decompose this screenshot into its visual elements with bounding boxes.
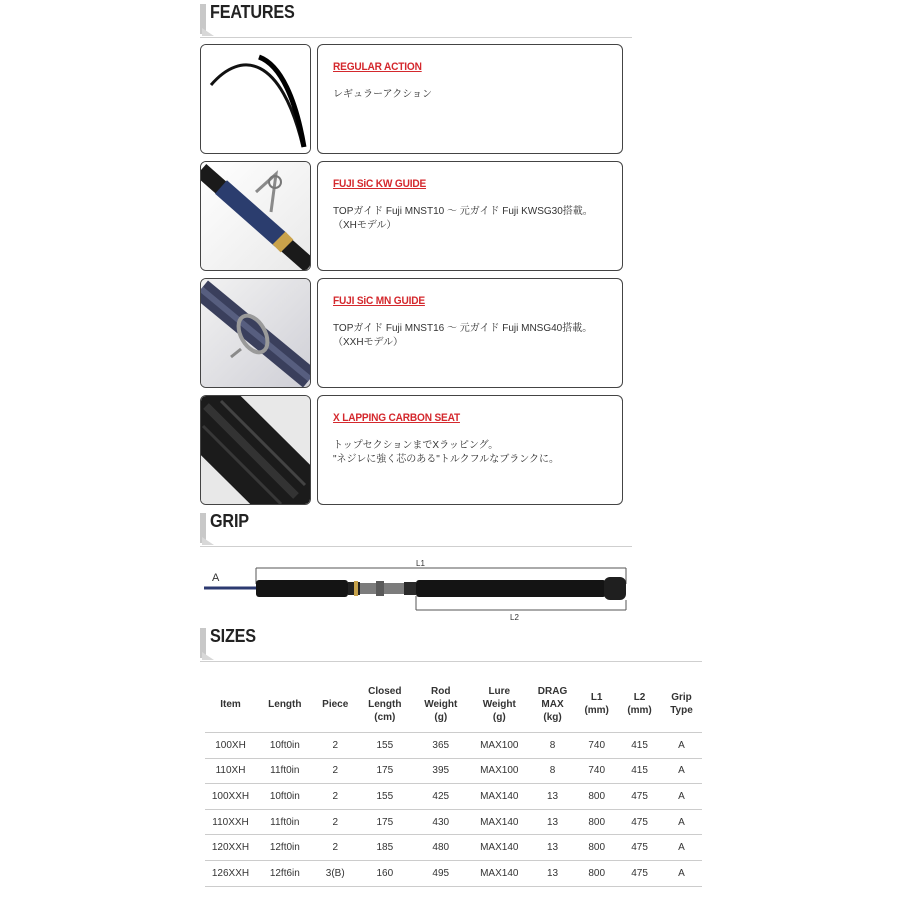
table-cell: 475: [618, 784, 661, 810]
feature-line: TOPガイド Fuji MNST10 ～ 元ガイド Fuji KWSG30搭載。: [333, 206, 593, 217]
table-cell: 475: [618, 835, 661, 861]
header-text: Piece: [322, 698, 349, 710]
header-text: Lure: [488, 685, 511, 697]
header-text: Closed: [368, 685, 402, 697]
table-cell: A: [661, 860, 702, 886]
table-cell: MAX140: [469, 809, 530, 835]
sizes-table: [205, 676, 702, 887]
table-cell: 13: [530, 860, 575, 886]
seat-end: [404, 582, 416, 595]
carbon-wrap-image: [200, 395, 311, 505]
feature-card-carbon-seat: [317, 395, 623, 505]
table-cell: 740: [575, 758, 618, 784]
table-cell: 175: [357, 758, 413, 784]
table-cell: MAX100: [469, 758, 530, 784]
header-piece: [314, 676, 357, 733]
table-cell: A: [661, 809, 702, 835]
seat-ring: [354, 581, 358, 596]
table-cell: 110XXH: [205, 809, 256, 835]
butt-cap: [604, 577, 626, 600]
header-text: (kg): [543, 711, 562, 723]
table-cell: 2: [314, 733, 357, 759]
header-text: (mm): [627, 705, 652, 716]
header-l1: [575, 676, 618, 733]
rear-grip: [416, 580, 606, 597]
feature-description: [333, 322, 615, 350]
table-cell: MAX140: [469, 860, 530, 886]
table-cell: 475: [618, 809, 661, 835]
grip-heading: [200, 511, 632, 547]
kw-guide-image: [200, 161, 311, 271]
table-cell: 11ft0in: [256, 809, 314, 835]
header-text: (mm): [584, 705, 609, 716]
table-cell: 160: [357, 860, 413, 886]
fore-grip: [256, 580, 348, 597]
table-cell: 2: [314, 835, 357, 861]
sizes-title: SIZES: [210, 626, 256, 646]
header-text: DRAG: [537, 685, 568, 697]
feature-line: TOPガイド Fuji MNST16 ～ 元ガイド Fuji MNSG40搭載。: [333, 323, 593, 334]
table-cell: 415: [618, 758, 661, 784]
heading-arrow-icon: [202, 537, 214, 545]
header-text: L1: [590, 692, 603, 703]
mn-guide-image: [200, 278, 311, 388]
feature-title: X LAPPING CARBON SEAT: [333, 412, 460, 424]
header-l2: [618, 676, 661, 733]
table-header-row: [205, 676, 702, 733]
table-row: [205, 784, 702, 810]
feature-card-mn-guide: [317, 278, 623, 388]
table-cell: 475: [618, 860, 661, 886]
table-cell: 110XH: [205, 758, 256, 784]
feature-line: レギュラーアクション: [333, 89, 432, 100]
table-cell: 185: [357, 835, 413, 861]
l1-label: L1: [416, 559, 425, 568]
table-cell: 800: [575, 809, 618, 835]
table-cell: 740: [575, 733, 618, 759]
header-text: L2: [633, 692, 646, 703]
table-cell: MAX140: [469, 784, 530, 810]
header-drag-max: [530, 676, 575, 733]
table-cell: MAX140: [469, 835, 530, 861]
table-cell: 495: [413, 860, 469, 886]
table-row: [205, 809, 702, 835]
table-cell: 13: [530, 784, 575, 810]
reel-seat-nut: [376, 581, 384, 596]
heading-rule: [200, 37, 632, 38]
header-grip-type: [661, 676, 702, 733]
feature-title: FUJI SiC KW GUIDE: [333, 178, 427, 190]
header-text: Grip: [671, 692, 692, 703]
table-cell: 415: [618, 733, 661, 759]
table-cell: 2: [314, 809, 357, 835]
sizes-heading: [200, 626, 702, 662]
grip-title: GRIP: [210, 511, 249, 531]
l2-label: L2: [510, 613, 519, 622]
grip-type-label: A: [212, 572, 220, 584]
table-cell: 11ft0in: [256, 758, 314, 784]
table-cell: 155: [357, 784, 413, 810]
header-text: Item: [220, 698, 241, 710]
header-text: (cm): [374, 711, 396, 723]
table-cell: 126XXH: [205, 860, 256, 886]
table-cell: 8: [530, 733, 575, 759]
table-cell: 12ft0in: [256, 835, 314, 861]
header-item: [205, 676, 256, 733]
header-text: (g): [434, 711, 448, 723]
table-row: [205, 758, 702, 784]
header-text: MAX: [541, 698, 564, 710]
table-cell: 8: [530, 758, 575, 784]
header-text: Weight: [482, 698, 516, 710]
header-closed-length: [357, 676, 413, 733]
header-text: (g): [492, 711, 506, 723]
table-cell: 3(B): [314, 860, 357, 886]
table-cell: 800: [575, 784, 618, 810]
heading-arrow-icon: [202, 652, 214, 660]
table-cell: 480: [413, 835, 469, 861]
table-cell: 155: [357, 733, 413, 759]
header-text: Length: [268, 698, 302, 710]
feature-line: （XXHモデル）: [333, 337, 404, 348]
heading-rule: [200, 661, 702, 662]
feature-title: FUJI SiC MN GUIDE: [333, 295, 425, 307]
header-length: [256, 676, 314, 733]
table-cell: A: [661, 784, 702, 810]
table-cell: 425: [413, 784, 469, 810]
table-cell: A: [661, 758, 702, 784]
header-text: Weight: [424, 698, 458, 710]
table-row: [205, 860, 702, 886]
feature-description: [333, 88, 615, 102]
rod-curve-image: [200, 44, 311, 154]
table-cell: A: [661, 835, 702, 861]
table-cell: 100XH: [205, 733, 256, 759]
table-cell: 395: [413, 758, 469, 784]
heading-rule: [200, 546, 632, 547]
features-title: FEATURES: [210, 2, 295, 22]
table-cell: 100XXH: [205, 784, 256, 810]
table-cell: 175: [357, 809, 413, 835]
table-cell: 13: [530, 809, 575, 835]
table-cell: 430: [413, 809, 469, 835]
table-cell: 2: [314, 784, 357, 810]
header-rod-weight: [413, 676, 469, 733]
table-row: [205, 733, 702, 759]
features-heading: [200, 2, 632, 38]
heading-arrow-icon: [202, 28, 214, 36]
feature-line: （XHモデル）: [333, 220, 397, 231]
table-cell: 13: [530, 835, 575, 861]
table-cell: 2: [314, 758, 357, 784]
table-cell: 12ft6in: [256, 860, 314, 886]
table-cell: 10ft0in: [256, 733, 314, 759]
header-lure-weight: [469, 676, 530, 733]
table-cell: 10ft0in: [256, 784, 314, 810]
feature-card-kw-guide: [317, 161, 623, 271]
feature-line: "ネジレに強く芯のある"トルクフルなブランクに。: [333, 454, 560, 465]
header-text: Length: [368, 698, 402, 710]
feature-description: [333, 439, 615, 467]
table-cell: 800: [575, 860, 618, 886]
table-row: [205, 835, 702, 861]
feature-line: トップセクションまでXラッピング。: [333, 440, 499, 451]
grip-diagram: [200, 552, 632, 627]
feature-description: [333, 205, 615, 233]
feature-card-regular-action: [317, 44, 623, 154]
table-cell: 800: [575, 835, 618, 861]
feature-title: REGULAR ACTION: [333, 61, 422, 73]
table-cell: 365: [413, 733, 469, 759]
table-cell: MAX100: [469, 733, 530, 759]
table-cell: 120XXH: [205, 835, 256, 861]
table-cell: A: [661, 733, 702, 759]
header-text: Type: [670, 705, 693, 716]
header-text: Rod: [431, 685, 451, 697]
